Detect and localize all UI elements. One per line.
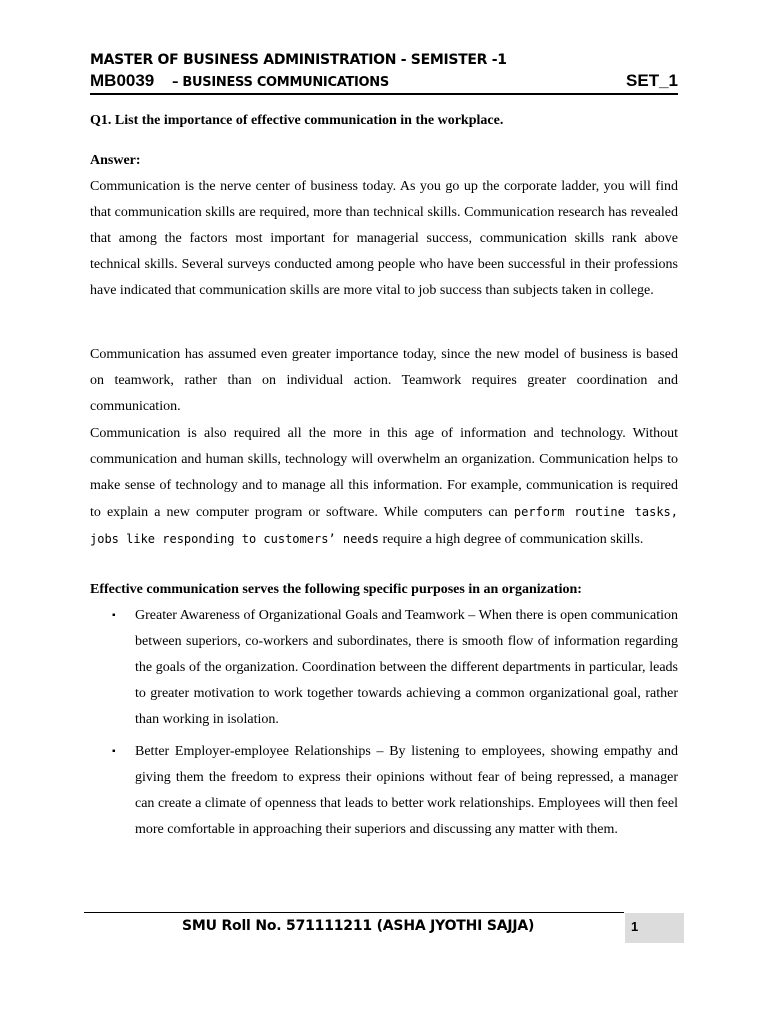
footer-divider xyxy=(84,912,624,913)
course-header xyxy=(90,71,678,95)
program-title: MASTER OF BUSINESS ADMINISTRATION - SEMISTER -1 xyxy=(90,52,507,68)
course-code: MB0039 xyxy=(90,71,155,90)
course-name: – BUSINESS COMMUNICATIONS xyxy=(172,75,389,90)
bullet-marker: ▪ xyxy=(112,610,116,621)
bullet-marker: ▪ xyxy=(112,746,116,757)
footer-roll-number: SMU Roll No. 571111211 (ASHA JYOTHI SAJJA) xyxy=(182,918,535,934)
paragraph-1: Communication is the nerve center of business today. As you go up the corporate ladder, you will find that communication skills are required, more than technical skills. Communication research has revealed that among the factors most important for managerial success, communication skills rank above technical skills. Several surveys conducted among people who have been successful in their professions have indicated that communication skills are more vital to job success than subjects taken in college. xyxy=(90,179,678,298)
question-heading: Q1. List the importance of effective communication in the workplace. xyxy=(90,113,504,128)
paragraph-3 xyxy=(90,421,678,553)
page-number: 1 xyxy=(631,919,639,934)
bullet-list xyxy=(90,603,678,843)
purposes-heading: Effective communication serves the following specific purposes in an organization: xyxy=(90,582,582,597)
bullet-text: Better Employer-employee Relationships – By listening to employees, showing empathy and giving them the freedom to express their opinions without fear of being repressed, a manager can create a climate of openness that leads to better work relationships. Employees will then feel more comfortable in approaching their superiors and discussing any matter with them. xyxy=(135,744,678,837)
list-item xyxy=(90,739,678,843)
paragraph-3-part-c: require a high degree of communication skills. xyxy=(378,532,644,547)
answer-label: Answer: xyxy=(90,153,141,168)
list-item xyxy=(90,603,678,733)
set-label: SET_1 xyxy=(626,71,678,90)
bullet-text: Greater Awareness of Organizational Goals and Teamwork – When there is open communication between superiors, co-workers and subordinates, there is smooth flow of information regarding the goals of the organization. Coordination between the different departments in particular, leads to greater motivation to work together towards achieving a common organizational goal, rather than working in isolation. xyxy=(135,608,678,727)
page-number-box xyxy=(625,913,684,943)
paragraph-3-part-a: Communication is also required all the more in this age of information and technology. Without communication and human skills, technology will overwhelm an organization. Communication helps to make sense of technology and to manage all this information. For example, communication is required to explain a new computer program or software. While computers can xyxy=(90,426,678,520)
paragraph-3-part-b: perform routine tasks, jobs like responding to customers’ needs xyxy=(90,505,678,546)
paragraph-2: Communication has assumed even greater importance today, since the new model of business is based on teamwork, rather than on individual action. Teamwork requires greater coordination and communication. xyxy=(90,347,678,414)
